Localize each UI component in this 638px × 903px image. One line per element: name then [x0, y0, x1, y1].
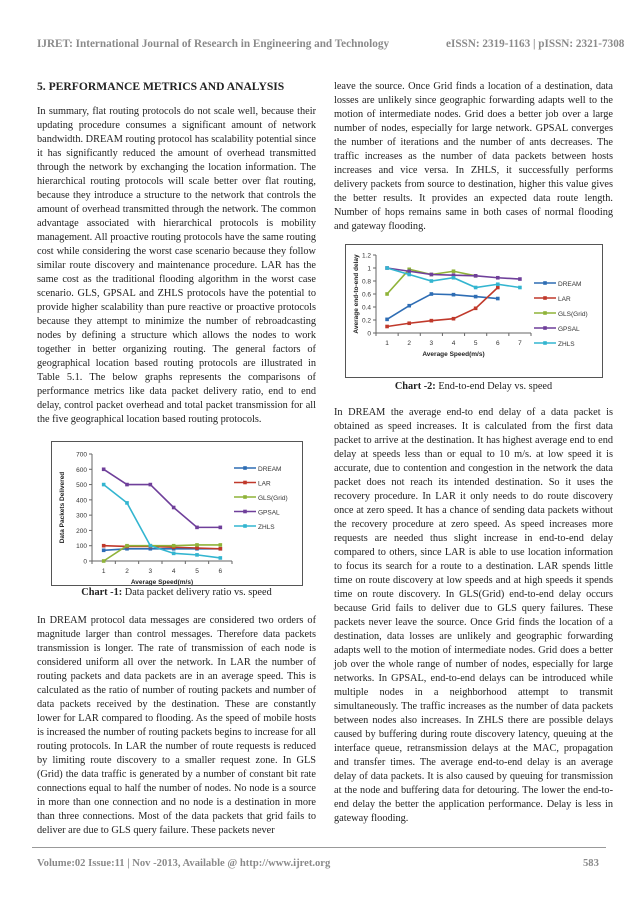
- svg-text:200: 200: [75, 527, 87, 535]
- svg-text:1: 1: [384, 340, 389, 347]
- svg-text:1: 1: [101, 568, 105, 575]
- svg-text:DREAM: DREAM: [557, 281, 581, 288]
- chart-2-caption: [334, 380, 613, 394]
- svg-text:2: 2: [406, 340, 411, 347]
- left-column: [37, 80, 316, 838]
- page-header: [0, 38, 638, 54]
- svg-text:GPSAL: GPSAL: [257, 509, 280, 517]
- svg-text:LAR: LAR: [557, 296, 571, 303]
- footer-divider: [32, 847, 606, 848]
- svg-text:7: 7: [517, 340, 522, 347]
- paragraph: leave the source. Once Grid finds a location of a destination, data losses are unlikely since geographic forwarding adapts well to the motion of intermediate nodes. Grid does a better job over a large number of nodes, especially for large network. GPSAL converges the number of iterations and the number of ants decreases. The traffic increases as the number of data packets between hosts increases and vice versa. In ZHLS, it successfully performs delivery packets from source to destination, higher this value gives the better results. It provides an expected data route length. Number of hops remains same in both cases of normal flooding and gateway flooding.: [334, 81, 613, 232]
- svg-text:6: 6: [218, 568, 222, 575]
- svg-text:0.2: 0.2: [361, 317, 371, 325]
- svg-text:700: 700: [75, 451, 87, 459]
- svg-text:0.8: 0.8: [361, 278, 371, 286]
- svg-text:5: 5: [194, 568, 199, 575]
- page-number: 583: [583, 858, 599, 869]
- caption-text: Data packet delivery ratio vs. speed: [122, 587, 272, 598]
- svg-text:LAR: LAR: [257, 480, 271, 488]
- caption-label: Chart -1:: [81, 587, 123, 598]
- svg-text:GLS(Grid): GLS(Grid): [257, 495, 288, 502]
- issn: eISSN: 2319-1163 | pISSN: 2321-7308: [446, 38, 625, 50]
- svg-text:5: 5: [473, 340, 477, 347]
- svg-text:4: 4: [171, 568, 175, 575]
- svg-text:Average Speed(m/s): Average Speed(m/s): [130, 579, 193, 585]
- svg-text:Average end-to-end delay: Average end-to-end delay: [352, 254, 360, 334]
- svg-text:3: 3: [429, 340, 433, 347]
- section-title: 5. PERFORMANCE METRICS AND ANALYSIS: [37, 80, 285, 93]
- svg-text:0: 0: [366, 330, 371, 338]
- svg-text:1: 1: [366, 265, 371, 273]
- svg-text:0: 0: [82, 558, 87, 566]
- caption-text: End-to-end Delay vs. speed: [435, 381, 553, 392]
- svg-text:400: 400: [75, 497, 87, 505]
- svg-text:GPSAL: GPSAL: [557, 326, 580, 333]
- right-column: [334, 80, 613, 826]
- svg-text:100: 100: [75, 543, 87, 551]
- svg-text:500: 500: [75, 482, 87, 490]
- svg-text:600: 600: [75, 466, 87, 474]
- chart-1-caption: [37, 586, 316, 600]
- svg-text:2: 2: [124, 568, 129, 575]
- paragraph: In DREAM protocol data messages are considered two orders of magnitude larger than control messages. Therefore data packets transmission is longer. The rate of transmission of each node is considered uniform all over the network. In LAR the number of routing packets and data packets are in an average speed. This is calculated as the ratio of number of routing packets and number of data packets received by the destination. These are constantly lower for LAR compared to flooding. As the speed of mobile hosts is increased the number of routing packets begins to increase for all routing protocols. In LAR the number of route requests is reduced by limiting route discovery to a smaller request zone. In GLS (Grid) the data traffic is generated by a number of constant bit rate connections equal to half the number of nodes. No node is a source in more than one connection and no node is a destination in more than three connections. Most of the data packets that grid fails to deliver are due to GLS query failure. These packets never: [37, 615, 316, 836]
- footer-volume: Volume:02 Issue:11 | Nov -2013, Available @ http://www.ijret.org: [37, 858, 331, 869]
- svg-text:300: 300: [75, 512, 87, 520]
- svg-text:Average Speed(m/s): Average Speed(m/s): [421, 351, 485, 358]
- caption-label: Chart -2:: [394, 381, 436, 392]
- paragraph: In summary, flat routing protocols do not scale well, because their updating procedure consumes a significant amount of network bandwidth. DREAM routing protocol has scalability potential since it has significantly reduced the amount of overhead transmitted through the network by exchanging the location information. The hierarchical routing protocols will scale better over flat routing, because they introduce a structure to the network that controls the amount of overhead transmitted through the network. The common advantage associated with hierarchical protocols is mobility management. All proactive routing protocols have the same routing cost while considering the worst case scenario because they follow similar route discovery and maintenance procedure. LAR has the same cost as the traditional flooding algorithm in the worst case scenario. GLS, GPSAL and ZHLS protocols have the potential to provide higher scalability than pure reactive or proactive protocols because they attempt to minimize the number of rebroadcasting nodes by defining a structure which allows the nodes to work together in better organizing routing. The general factors of geographical location based routing protocols are illustrated in Table 5.1. The below graphs represents the comparisons of performance metrics like data packet delivery ratio, end to end delay, control packet overhead and total packet transmission for all the five geographical location based routing protocols.: [37, 106, 316, 425]
- svg-text:0.4: 0.4: [361, 304, 371, 312]
- svg-text:6: 6: [495, 340, 500, 347]
- svg-text:1.2: 1.2: [361, 252, 371, 260]
- chart-2-plot: [346, 245, 602, 377]
- chart-1-plot: [52, 442, 302, 585]
- paragraph: In DREAM the average end-to end delay of a data packet is obtained as speed increases. It is calculated from the first data packet to arrive at the destination. It has highest average end to end delay at speeds less than or equal to 10 m/s. at low speed it is accurate, due to contention and congestion in the network the data packet does not reach its intended destination. So it uses the recovery procedure. In LAR it only needs to do route discovery once at zero speed. It has a chance of sending data packets without the recovery procedure at zero speed. As speed increases more requests are needed thus slight increase in end-to-end delay compared to others, since LAR is able to use location information to focus its search for a route to a destination. LAR spends little time on route discovery at low speeds and at high speeds it spends time on route discovery. In GLS(Grid) end-to-end delay occurs because Grid fails to deliver due to GLS query failures. These packets never leave the source. Once Grid finds the location of a destination, data losses are unlikely and geographic forwarding adapts well to the motion of intermediate nodes. Grid does a better job over the whole range of number of nodes, especially for large networks. In GPSAL, end-to-end delays can be introduced while multiple nodes in a neighborhood attempt to transmit simultaneously. The traffic increases as the number of data packets between nodes also increases. In ZHLS there are possible delays caused by buffering during route discovery latency, queuing at the interface queue, retransmission delays at the MAC, propagation and transfer times. The average end-to-end delay is an average delay of data packets. It is also caused by queuing for transmission at the node and buffering data for detouring. The lower the end-to-end delay the better the application performance. Delay is less in gateway flooding.: [334, 407, 613, 824]
- svg-text:4: 4: [451, 340, 455, 347]
- svg-text:ZHLS: ZHLS: [257, 524, 275, 531]
- svg-text:GLS(Grid): GLS(Grid): [557, 311, 588, 318]
- svg-text:3: 3: [148, 568, 152, 575]
- svg-text:0.6: 0.6: [361, 291, 371, 299]
- chart-1: [51, 441, 303, 586]
- svg-text:DREAM: DREAM: [257, 466, 281, 473]
- svg-text:Data Packets Delivered: Data Packets Delivered: [58, 471, 66, 544]
- journal-name: IJRET: International Journal of Research in Engineering and Technology: [37, 38, 390, 50]
- svg-text:ZHLS: ZHLS: [557, 341, 575, 348]
- chart-2: [345, 244, 603, 378]
